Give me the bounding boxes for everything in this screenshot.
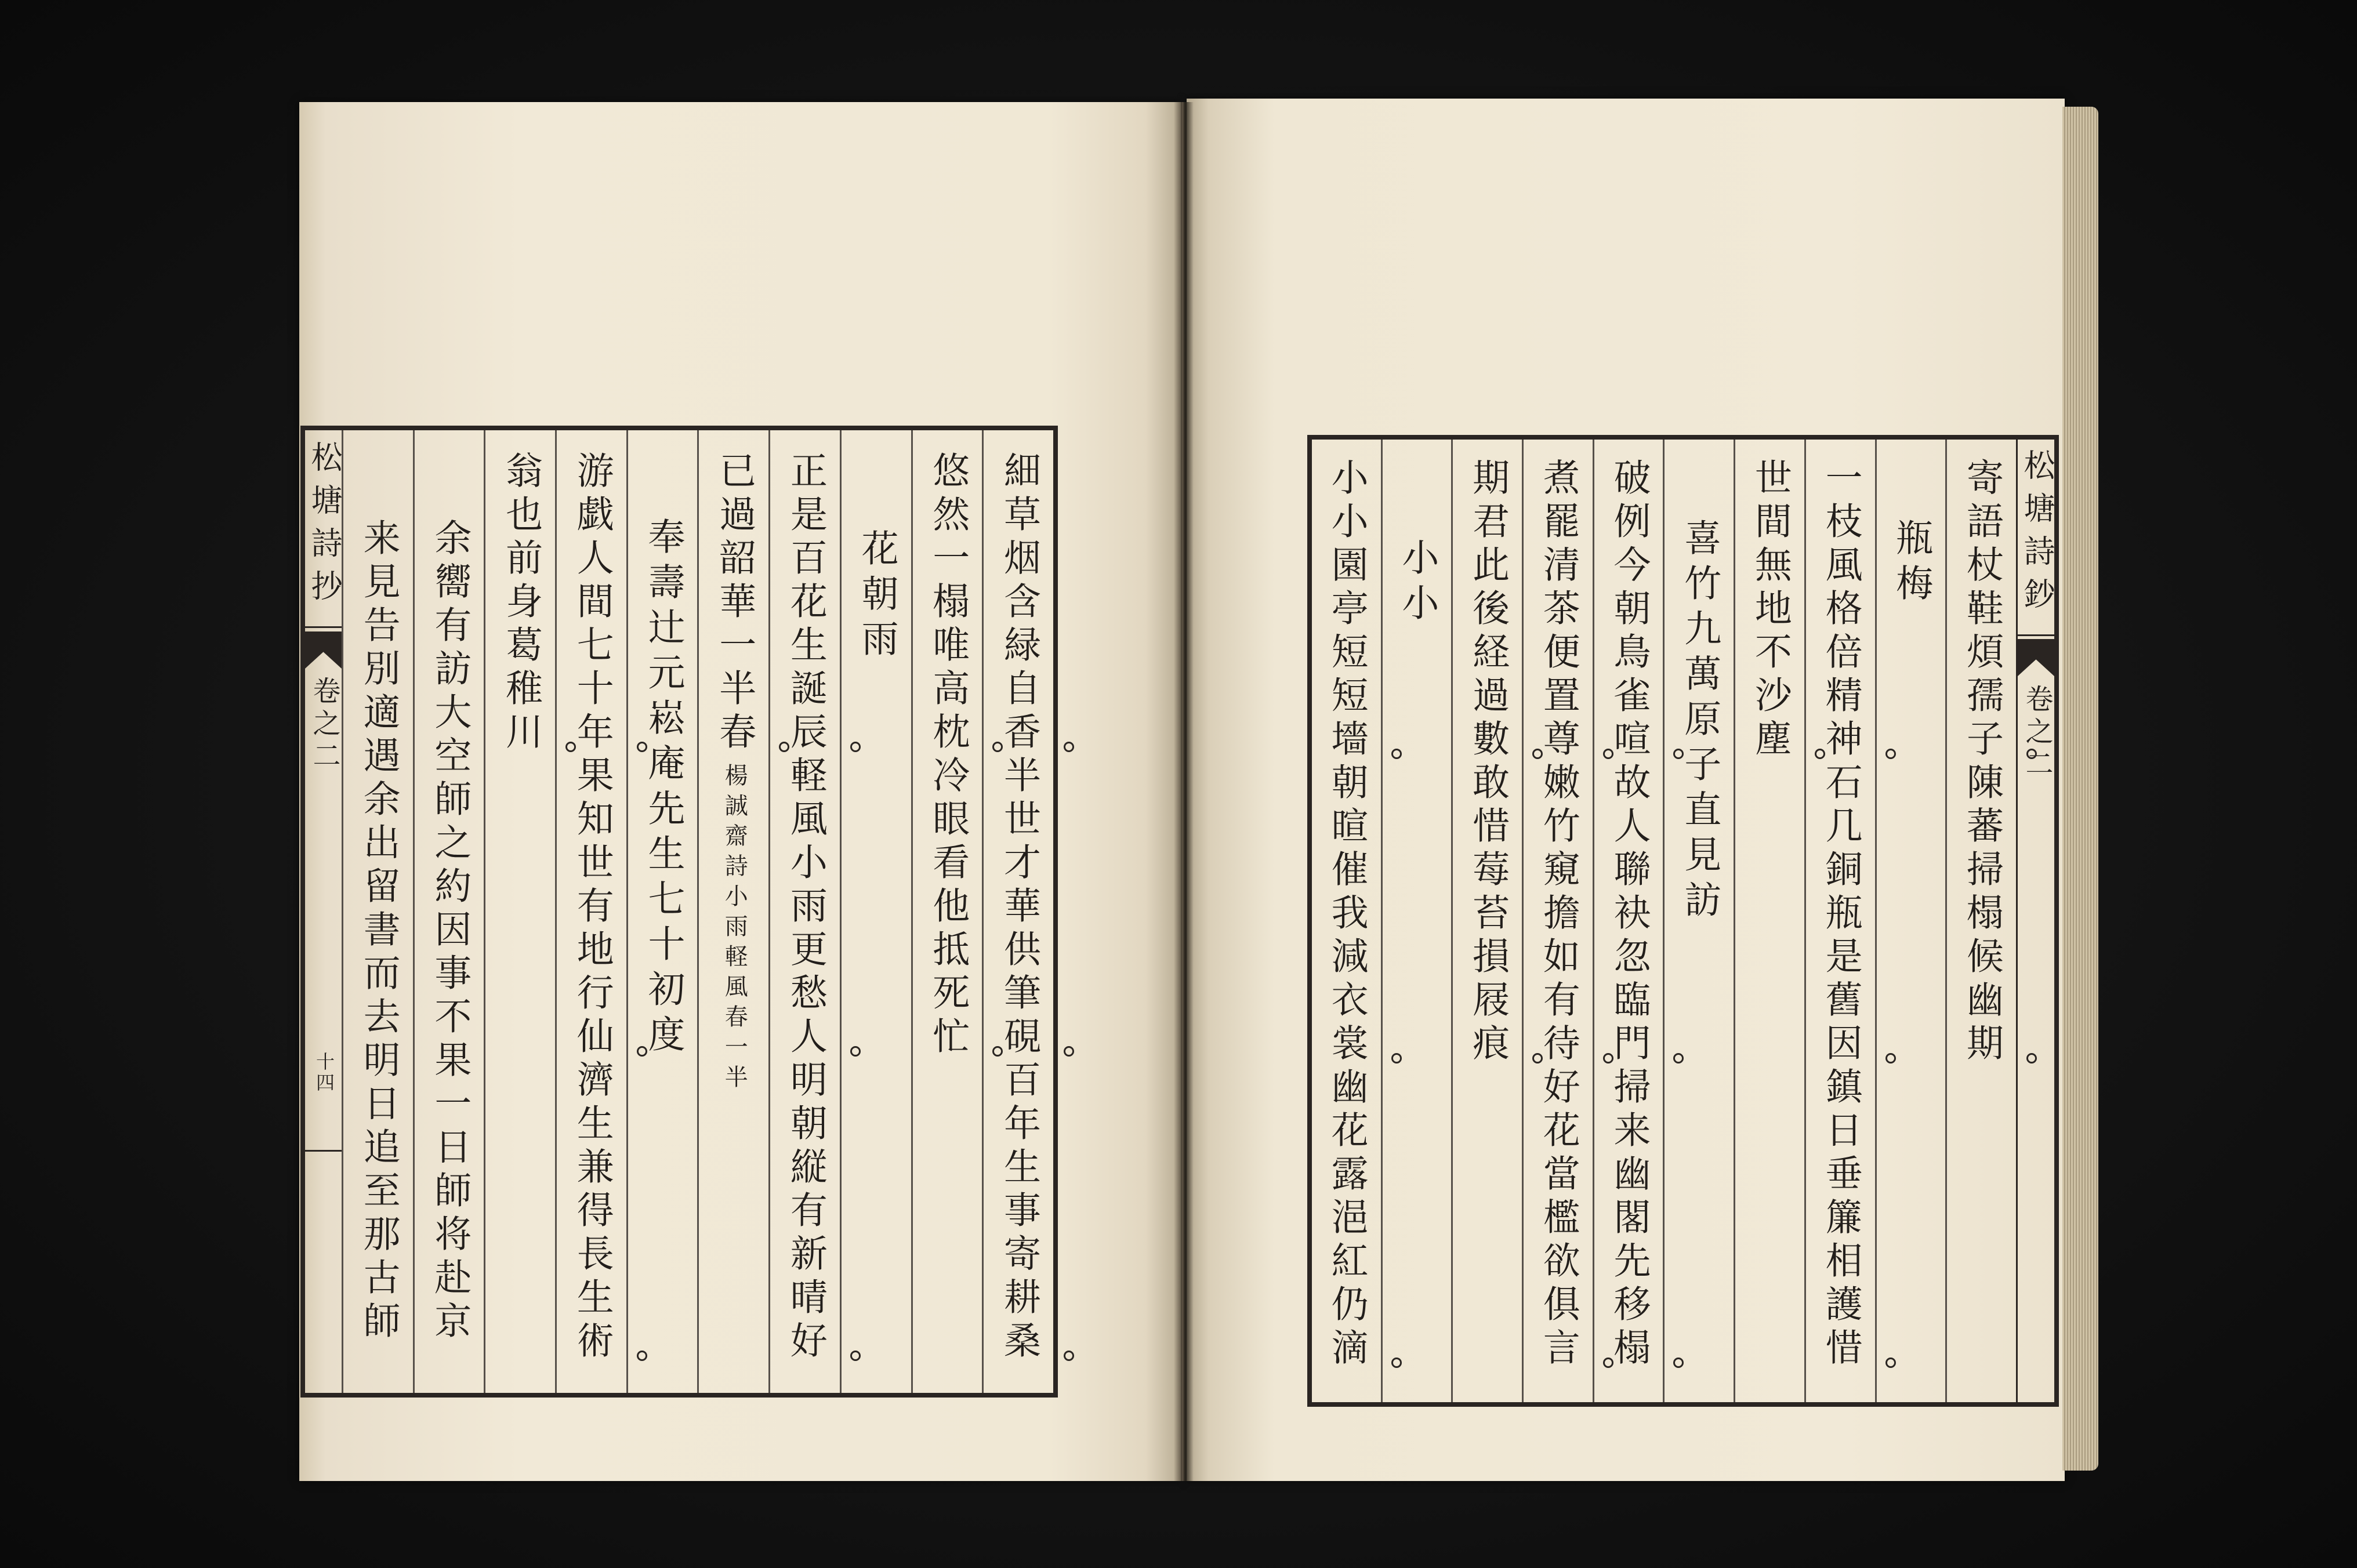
poem-text: 世間無地不沙塵 <box>1748 458 1792 763</box>
text-column <box>1593 440 1663 1402</box>
text-column <box>911 430 982 1393</box>
title-column <box>1663 440 1734 1402</box>
title-column <box>626 430 698 1393</box>
text-column <box>768 430 840 1393</box>
book-title: 松塘詩抄 <box>306 441 343 612</box>
fishtail-mark <box>2018 639 2054 676</box>
poem-title: 花朝雨 <box>855 529 898 665</box>
right-page-frame <box>1307 435 2059 1407</box>
poem-title: 喜竹九萬原子直見訪 <box>1678 518 1721 925</box>
prose-column <box>413 430 484 1393</box>
poem-title: 小小 <box>1395 538 1439 629</box>
prose-column <box>342 430 413 1393</box>
poem-title: 瓶梅 <box>1890 518 1933 609</box>
poem-text: 游戯人間七十年果知世有地行仙濟生兼得長生術 <box>570 451 614 1364</box>
left-page-frame <box>300 426 1058 1398</box>
fishtail-mark <box>305 631 342 669</box>
poem-title: 奉壽辻元崧庵先生七十初度 <box>641 517 685 1060</box>
strip-rule <box>305 626 342 628</box>
volume-label: 卷之二 <box>2021 684 2053 782</box>
poem-text: 翁也前身葛稚川 <box>499 451 543 756</box>
strip-rule <box>2018 634 2054 636</box>
poem-text: 已過韶華一半春 <box>713 451 756 756</box>
poem-text: 寄語杖鞋煩孺子陳蕃掃榻候幽期 <box>1960 458 2003 1067</box>
text-column <box>1312 440 1381 1402</box>
poem-text: 細草烟含緑自香半世才華供筆硯百年生事寄耕桑 <box>998 451 1040 1364</box>
prose-text: 余嚮有訪大空師之約因事不果一日師将赴京 <box>428 518 472 1345</box>
text-column <box>697 430 768 1393</box>
gutter-shadow <box>1174 102 1194 1481</box>
title-column <box>1875 440 1946 1402</box>
page-number: 十四 <box>313 1052 335 1094</box>
poem-text: 一枝風格倍精神石几銅瓶是舊因鎮日垂簾相護惜 <box>1819 458 1862 1371</box>
poem-text: 小小園亭短短墻朝暄催我減衣裳幽花露浥紅仍滴 <box>1325 458 1368 1371</box>
poem-text: 悠然一榻唯高枕冷眼看他抵死忙 <box>926 451 970 1060</box>
center-strip <box>305 430 342 1393</box>
text-column <box>982 430 1053 1393</box>
annotation-note: 楊誠齋詩小雨軽風春一半 <box>721 763 748 1095</box>
poem-text: 正是百花生誕辰軽風小雨更愁人明朝縦有新晴好 <box>784 451 827 1364</box>
text-column <box>1945 440 2016 1402</box>
poem-text: 破例今朝鳥雀喧故人聯袂忽臨門掃来幽閣先移榻 <box>1607 458 1651 1371</box>
text-column <box>555 430 626 1393</box>
prose-text: 来見告別適遇余出留書而去明日追至那古師 <box>357 518 400 1345</box>
poem-text: 期君此後経過數敢惜莓苔損屐痕 <box>1466 458 1510 1067</box>
text-column <box>1804 440 1875 1402</box>
book-page-edges <box>2062 107 2098 1471</box>
title-column <box>840 430 911 1393</box>
text-column <box>1734 440 1804 1402</box>
text-column <box>1451 440 1522 1402</box>
volume-label: 卷之二 <box>307 676 340 774</box>
poem-text: 煮罷清茶便置尊嫩竹窺擔如有待好花當檻欲俱言 <box>1536 458 1580 1371</box>
title-column <box>1381 440 1452 1402</box>
text-column <box>484 430 555 1393</box>
text-column <box>1522 440 1593 1402</box>
strip-rule <box>305 1150 342 1152</box>
book-title: 松塘詩鈔 <box>2019 449 2055 620</box>
center-strip <box>2016 440 2054 1402</box>
